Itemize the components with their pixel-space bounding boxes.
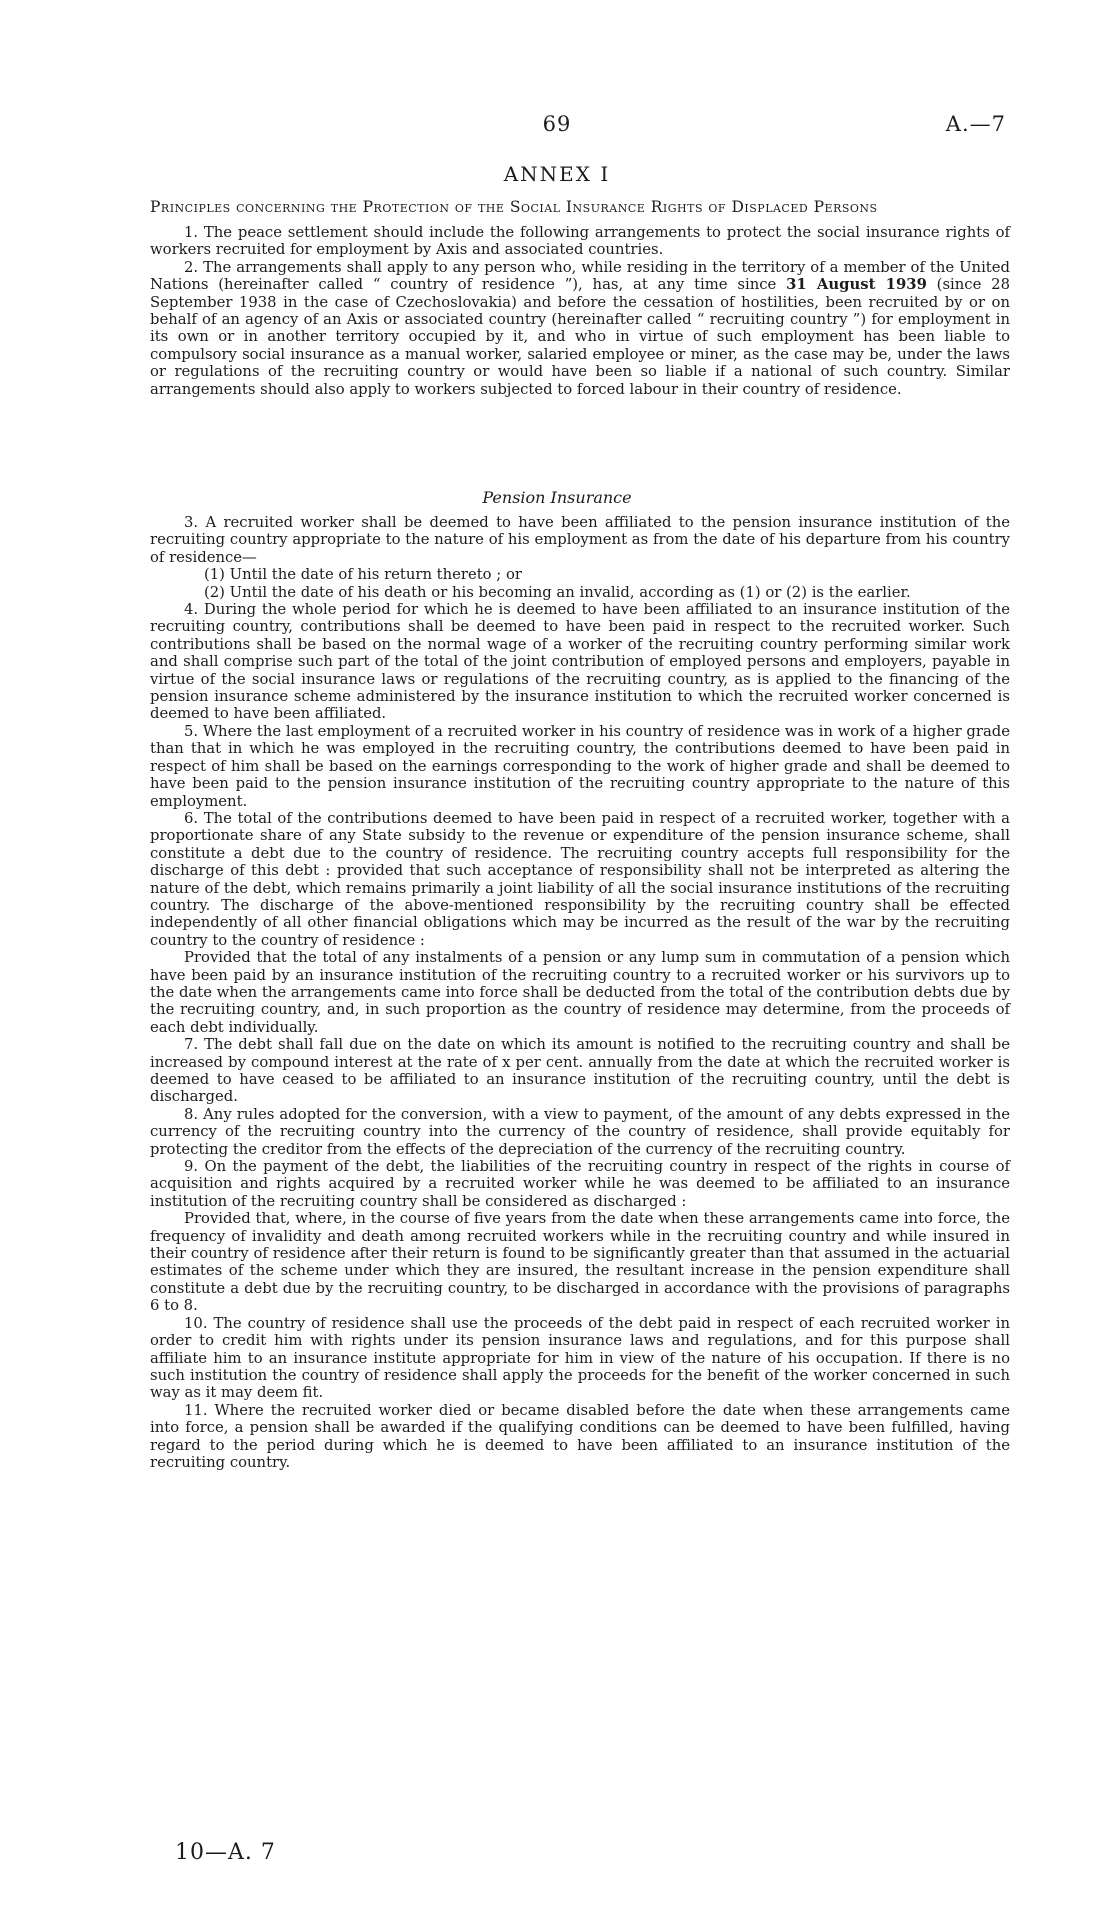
paragraph-8: 8. Any rules adopted for the conversion, with a view to payment, of the amount of any debts expressed in the currency of the recruiting country into the currency of the country of residence, shall provide equitably for protecting the creditor from the effects of the depreciation of the currency of the recruiting country. <box>150 1105 1010 1158</box>
paragraph-3-item-2: (2) Until the date of his death or his becoming an invalid, according as (1) or (2) is the earlier. <box>204 583 911 601</box>
paragraph-2-text-b: (since 28 September 1938 in the case of Czechoslovakia) and before the cessation of hostilities, been recruited by or on behalf of an agency of an Axis or associated country (hereinafter called “ recruiting country ”) for employment in its own or in another territory occupied by it, and who in virtue of such employment has been liable to compulsory social insurance as a manual worker, salaried employee or miner, as the case may be, under the laws or regulations of the recruiting country or would have been so liable if a national of such country. Similar arrangements should also apply to workers subjected to forced labour in their country of residence. <box>150 276 1010 398</box>
paragraph-3-item-1: (1) Until the date of his return thereto ; or <box>204 566 522 584</box>
page-number: 69 <box>542 112 572 136</box>
paragraph-3: 3. A recruited worker shall be deemed to have been affiliated to the pension insurance institution of the recruiting country appropriate to the nature of his employment as from the date of his departure from his country of residence— <box>150 514 1010 566</box>
annex-title: ANNEX I <box>503 162 611 186</box>
footer-signature: 10—A. 7 <box>175 1840 276 1865</box>
document-reference: A.—7 <box>945 112 1006 136</box>
paragraph-9: 9. On the payment of the debt, the liabilities of the recruiting country in respect of the rights in course of acquisition and rights acquired by a recruited worker while he was deemed to be affiliated to an insurance institution of the recruiting country shall be considered as discharged : <box>150 1158 1010 1210</box>
paragraph-7: 7. The debt shall fall due on the date on which its amount is notified to the recruiting country and shall be increased by compound interest at the rate of x per cent. annually from the date at which the recruited worker is deemed to have ceased to be affiliated to an insurance institution of the recruiting country, until the debt is discharged. <box>150 1036 1010 1106</box>
paragraph-11: 11. Where the recruited worker died or became disabled before the date when these arrangements came into force, a pension shall be awarded if the qualifying conditions can be deemed to have been fulfilled, having regard to the period during which he is deemed to have been affiliated to an insurance institution of the recruiting country. <box>150 1401 1010 1471</box>
pension-section <box>150 514 1010 1471</box>
paragraph-5: 5. Where the last employment of a recruited worker in his country of residence was in work of a higher grade than that in which he was employed in the recruiting country, the contributions deemed to have been paid in respect of him shall be based on the earnings corresponding to the work of higher grade and shall be deemed to have been paid to the pension insurance institution of the recruiting country appropriate to the nature of this employment. <box>150 722 1010 810</box>
annex-subtitle: Principles concerning the Protection of the Social Insurance Rights of Displaced Persons <box>150 198 878 216</box>
paragraph-2-text-a: 2. The arrangements shall apply to any person who, while residing in the territory of a member of the United Nations (hereinafter called “ country of residence ”), has, at any time since <box>150 258 1010 294</box>
paragraph-1: 1. The peace settlement should include the following arrangements to protect the social insurance rights of workers recruited for employment by Axis and associated countries. <box>150 224 1010 259</box>
paragraph-2 <box>150 259 1010 398</box>
intro-section <box>150 224 1010 398</box>
paragraph-6-proviso: Provided that the total of any instalments of a pension or any lump sum in commutation of a pension which have been paid by an insurance institution of the recruiting country to a recruited worker or his survivors up to the date when the arrangements came into force shall be deducted from the total of the contribution debts due by the recruiting country, and, in such proportion as the country of residence may determine, from the proceeds of each debt individually. <box>150 949 1010 1036</box>
paragraph-4: 4. During the whole period for which he is deemed to have been affiliated to an insurance institution of the recruiting country, contributions shall be deemed to have been paid in respect to the recruited worker. Such contributions shall be based on the normal wage of a worker of the recruiting country performing similar work and shall comprise such part of the total of the joint contribution of employed persons and employers, payable in virtue of the social insurance laws or regulations of the recruiting country, as is applied to the financing of the pension insurance scheme administered by the insurance institution to which the recruited worker concerned is deemed to have been affiliated. <box>150 601 1010 723</box>
section-heading-pension-insurance: Pension Insurance <box>482 488 632 507</box>
paragraph-6: 6. The total of the contributions deemed to have been paid in respect of a recruited worker, together with a proportionate share of any State subsidy to the revenue or expenditure of the pension insurance scheme, shall constitute a debt due to the country of residence. The recruiting country accepts full responsibility for the discharge of this debt : provided that such acceptance of responsibility shall not be interpreted as altering the nature of the debt, which remains primarily a joint liability of all the social insurance institutions of the recruiting country. The discharge of the above-mentioned responsibility by the recruiting country shall be effected independently of all other financial obligations which may be incurred as the result of the war by the recruiting country to the country of residence : <box>150 809 1010 949</box>
paragraph-9-proviso: Provided that, where, in the course of five years from the date when these arrangements came into force, the frequency of invalidity and death among recruited workers while in the recruiting country and while insured in their country of residence after their return is found to be significantly greater than that assumed in the actuarial estimates of the scheme under which they are insured, the resultant increase in the pension expenditure shall constitute a debt due by the recruiting country, to be discharged in accordance with the provisions of paragraphs 6 to 8. <box>150 1210 1010 1315</box>
paragraph-10: 10. The country of residence shall use the proceeds of the debt paid in respect of each recruited worker in order to credit him with rights under its pension insurance laws and regulations, and for this purpose shall affiliate him to an insurance institute appropriate for him in view of the nature of his occupation. If there is no such institution the country of residence shall apply the proceeds for the benefit of the worker concerned in such way as it may deem fit. <box>150 1314 1010 1402</box>
paragraph-2-date-bold: 31 August 1939 <box>786 276 927 294</box>
